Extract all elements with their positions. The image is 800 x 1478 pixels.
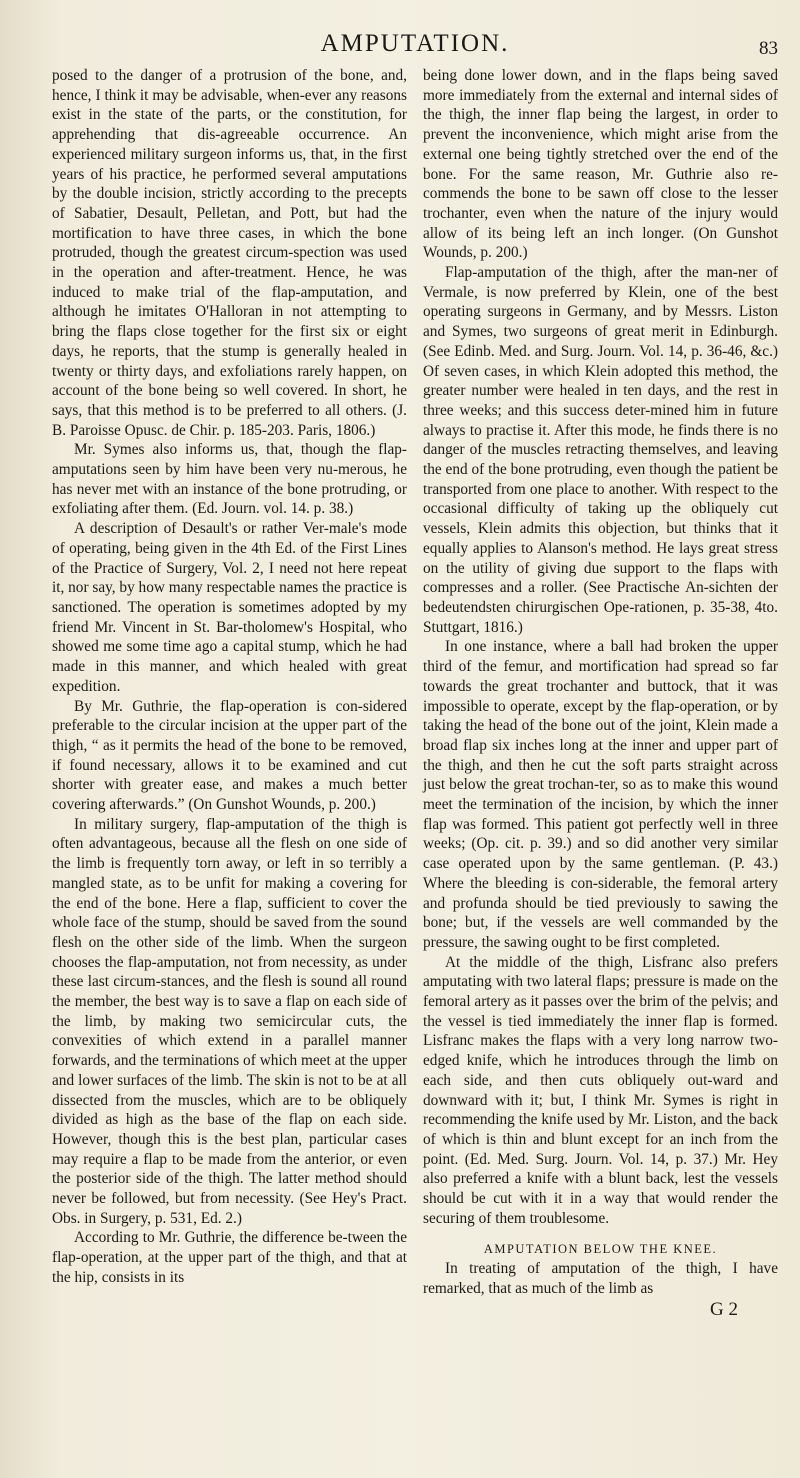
paragraph: Flap-amputation of the thigh, after the man-ner of Vermale, is now preferred by Klein, one of the best operating surgeons in Germany, and by Messrs. Liston and Symes, two surgeons of great merit in Edinburgh. (See Edinb. Med. and Surg. Journ. Vol. 14, p. 36-46, &c.) Of seven cases, in which Klein adopted this method, the greater number were healed in ten days, and the rest in three weeks; and this success deter-mined him in future always to practise it. After this mode, he finds there is no danger of the muscles retracting themselves, and leaving the end of the bone protruding, even though the patient be transported from one place to another. With respect to the occasional difficulty of taking up the obliquely cut vessels, Klein admits this objection, but thinks that it equally applies to Alanson's method. He lays great stress on the utility of giving due support to the flaps with compresses and a roller. (See Practische An-sichten der bedeutendsten chirurgischen Ope-rationen, p. 35-38, 4to. Stuttgart, 1816.)	[423, 264, 778, 636]
paragraph: In one instance, where a ball had broken the upper third of the femur, and mortification had spread so far towards the great trochanter and buttock, that it was impossible to operate, except by the flap-operation, or by taking the head of the bone out of the joint, Klein made a broad flap six inches long at the inner and upper part of the thigh, and then he cut the soft parts straight across just below the great trochan-ter, so as to make this wound meet the termination of the incision, by which the inner flap was formed. This patient got perfectly well in three weeks; (Op. cit. p. 39.) and so did another very similar case operated upon by the same gentleman. (P. 43.) Where the bleeding is con-siderable, the femoral artery and profunda should be tied previously to sawing the bone; but, if the vessels are well commanded by the pressure, the sawing ought to be first completed.	[423, 638, 778, 951]
text-columns	[52, 66, 778, 1321]
paragraph: being done lower down, and in the flaps being saved more immediately from the external and internal sides of the thigh, the inner flap being the largest, in order to prevent the inconvenience, which might arise from the external one being tightly stretched over the end of the bone. For the same reason, Mr. Guthrie also re-commends the bone to be sawn off close to the lesser trochanter, even when the nature of the injury would allow of its being left an inch longer. (On Gunshot Wounds, p. 200.)	[423, 67, 778, 262]
paragraph: posed to the danger of a protrusion of the bone, and, hence, I think it may be advisable, when-ever any reasons exist in the state of the parts, or the constitution, for apprehending that dis-agreeable occurrence. An experienced military surgeon informs us, that, in the first years of his practice, he performed several amputations by the double incision, strictly according to the precepts of Sabatier, Desault, Pelletan, and Pott, but had the mortification to have three cases, in which the bone protruded, though the greatest circum-spection was used in the operation and after-treatment. Hence, he was induced to make trial of the flap-amputation, and although he imitates O'Halloran in not attempting to bring the flaps close together for the first six or eight days, he reports, that the stump is generally healed in twenty or thirty days, and exfoliations rarely happen, on account of the bone being so well covered. In short, he says, that this method is to be preferred to all others. (J. B. Paroisse Opusc. de Chir. p. 185-203. Paris, 1806.)	[52, 67, 407, 439]
paragraph: At the middle of the thigh, Lisfranc also prefers amputating with two lateral flaps; pressure is made on the femoral artery as it passes over the brim of the pelvis; and the vessel is tied immediately the inner flap is formed. Lisfranc makes the flaps with a very long narrow two-edged knife, which he introduces through the limb on each side, and then cuts obliquely out-ward and downward with it; but, I think Mr. Symes is right in recommending the knife used by Mr. Liston, and the back of which is thin and blunt except for an inch from the point. (Ed. Med. Surg. Journ. Vol. 14, p. 37.) Mr. Hey also preferred a knife with a blunt back, lest the vessels should be cut with it in a way that would render the securing of them troublesome.	[423, 953, 778, 1227]
paragraph: By Mr. Guthrie, the flap-operation is con-sidered preferable to the circular incision at the upper part of the thigh, “ as it permits the head of the bone to be removed, if found necessary, allows it to be examined and cut shorter with greater ease, and makes a much better covering afterwards.” (On Gunshot Wounds, p. 200.)	[52, 697, 407, 814]
right-column	[423, 66, 778, 1321]
paragraph: In treating of amputation of the thigh, I have remarked, that as much of the limb as	[423, 1260, 778, 1298]
section-heading: AMPUTATION BELOW THE KNEE.	[483, 1242, 718, 1257]
page-number: 83	[759, 38, 778, 59]
paragraph: Mr. Symes also informs us, that, though the flap-amputations seen by him have been very nu-merous, he has never met with an instance of the bone protruding, or exfoliating after them. (Ed. Journ. vol. 14. p. 38.)	[52, 441, 407, 518]
paragraph: A description of Desault's or rather Ver-male's mode of operating, being given in the 4th Ed. of the First Lines of the Practice of Surgery, Vol. 2, I need not here repeat it, nor say, by how many respectable names the practice is sanctioned. The operation is sometimes adopted by my friend Mr. Vincent in St. Bar-tholomew's Hospital, who showed me some time ago a capital stump, which he had made in this manner, and which healed with great expedition.	[52, 520, 407, 695]
running-title: AMPUTATION.	[320, 30, 510, 57]
page-header	[52, 30, 778, 62]
signature-mark: G 2	[710, 1298, 738, 1320]
paragraph: According to Mr. Guthrie, the difference be-tween the flap-operation, at the upper part of the thigh, and that at the hip, consists in its	[52, 1229, 407, 1286]
paragraph: In military surgery, flap-amputation of the thigh is often advantageous, because all the flesh on one side of the limb is frequently torn away, or left in so terribly a mangled state, as to be unfit for making a covering for the end of the bone. Here a flap, sufficient to cover the whole face of the stump, should be saved from the sound flesh on the other side of the limb. When the surgeon chooses the flap-amputation, not from necessity, as under these last circum-stances, and the flesh is sound all round the member, the best way is to save a flap on each side of the limb, by making two semicircular cuts, the convexities of which extend in a parallel manner forwards, and the terminations of which meet at the upper and lower surfaces of the limb. The skin is not to be at all dissected from the muscles, which are to be obliquely divided as high as the base of the flap on each side. However, though this is the best plan, particular cases may require a flap to be made from the anterior, or even the posterior side of the thigh. The latter method should never be followed, but from necessity. (See Hey's Pract. Obs. in Surgery, p. 531, Ed. 2.)	[52, 815, 407, 1227]
left-column	[52, 66, 407, 1321]
